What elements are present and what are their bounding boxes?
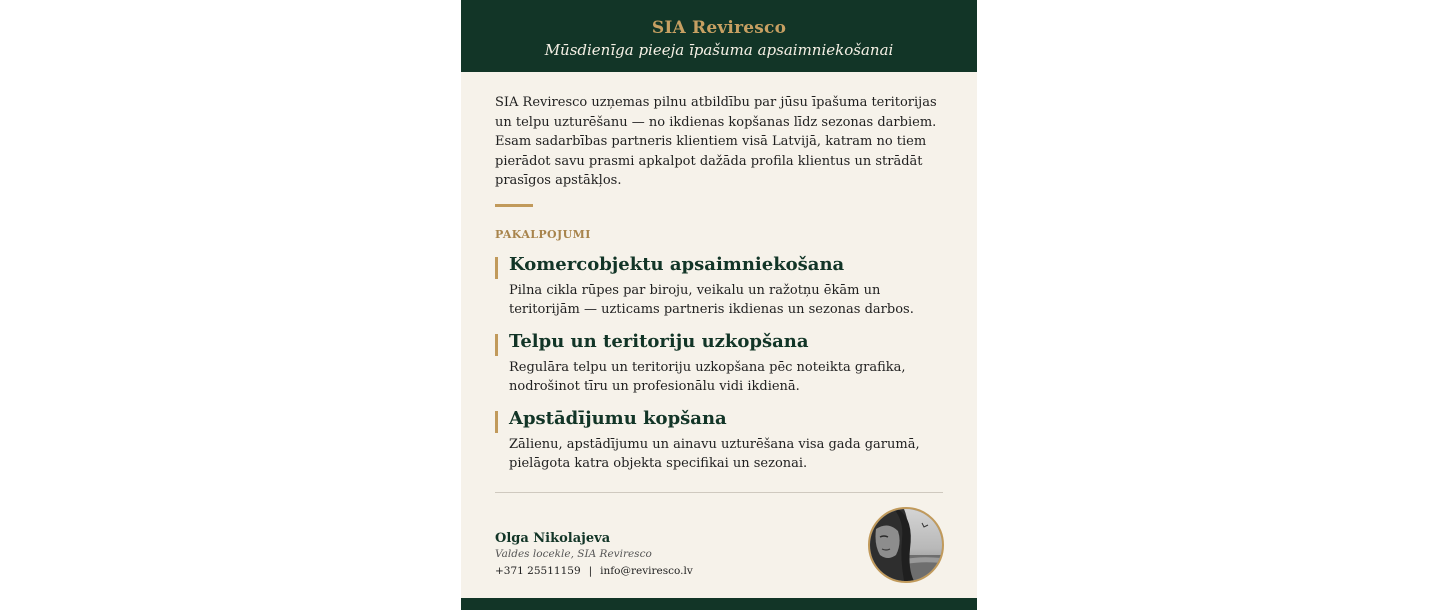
avatar-photo <box>870 509 942 581</box>
service-description: Zālienu, apstādījumu un ainavu uzturēšana visa gada garumā, pielāgota katra objekta specifikai un sezonai. <box>509 437 920 472</box>
section-divider <box>495 492 943 493</box>
service-title: Apstādījumu kopšana <box>509 408 727 429</box>
service-accent-bar <box>495 334 498 356</box>
header <box>461 0 977 72</box>
service-description: Regulāra telpu un teritoriju uzkopšana pēc noteikta grafika, nodrošinot tīru un profesionālu vidi ikdienā. <box>509 360 906 395</box>
avatar <box>868 507 944 583</box>
contact-name: Olga Nikolajeva <box>495 531 611 546</box>
contact-role: Valdes locekle, SIA Reviresco <box>495 548 652 560</box>
service-title: Komercobjektu apsaimniekošana <box>509 254 845 275</box>
services-section-label: PAKALPOJUMI <box>495 228 591 241</box>
signature-card <box>461 0 977 610</box>
contact-details <box>495 565 693 577</box>
service-description: Pilna cikla rūpes par biroju, veikalu un ražotņu ēkām un teritorijām — uzticams partneris ikdienas un sezonas darbos. <box>509 283 914 318</box>
accent-divider <box>495 204 533 207</box>
contact-phone[interactable]: +371 25511159 <box>495 565 581 577</box>
contact-email-link[interactable]: info@reviresco.lv <box>600 565 693 577</box>
service-title: Telpu un teritoriju uzkopšana <box>509 331 809 352</box>
service-accent-bar <box>495 257 498 279</box>
footer-bar <box>461 598 977 610</box>
contact-separator: | <box>588 565 593 577</box>
service-accent-bar <box>495 411 498 433</box>
company-name: SIA Reviresco <box>651 18 787 38</box>
intro-text: SIA Reviresco uzņemas pilnu atbildību par jūsu īpašuma teritorijas un telpu uzturēšanu — no ikdienas kopšanas līdz sezonas darbiem. Esam sadarbības partneris klientiem visā Latvijā, katram no tiem pierādot savu prasmi apkalpot dažāda profila klientus un strādāt prasīgos apstākļos. <box>495 95 937 189</box>
company-tagline: Mūsdienīga pieeja īpašuma apsaimniekošanai <box>544 41 894 59</box>
